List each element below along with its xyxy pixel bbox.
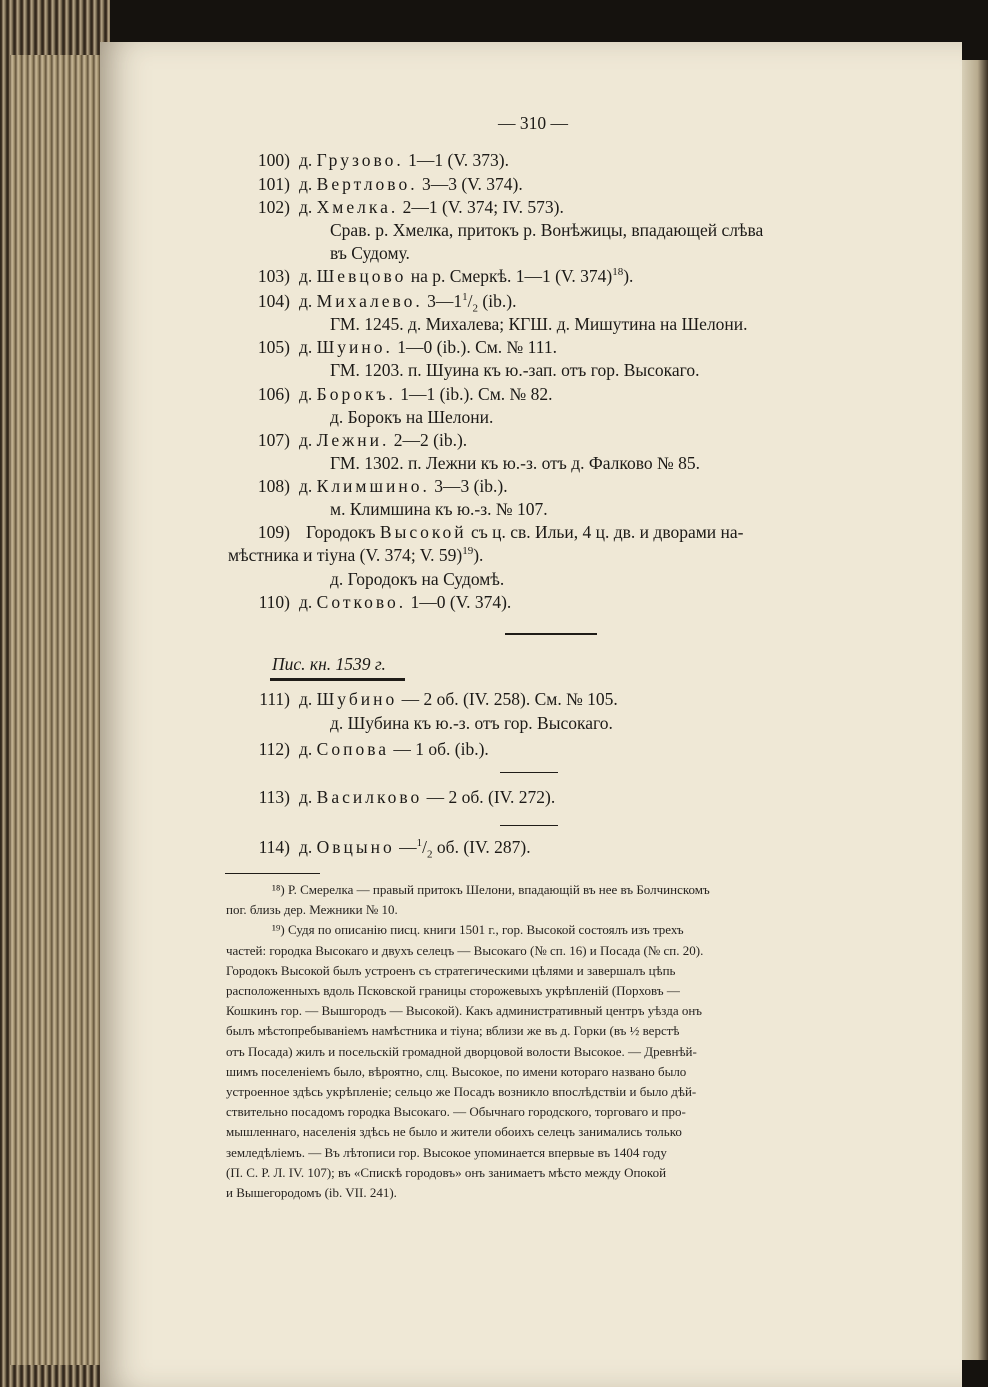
entry-line bbox=[299, 738, 489, 760]
entry-line bbox=[299, 786, 555, 808]
entry-details: 1—1 (ib.). См. № 82. bbox=[400, 384, 553, 404]
entry-number: 108) bbox=[257, 476, 290, 496]
place-name: Климшино. bbox=[316, 476, 430, 496]
entry-note: Срав. р. Хмелка, притокъ р. Вонѣжицы, впадающей слѣва bbox=[330, 220, 764, 240]
footnote-line: былъ мѣстопребываніемъ намѣстника и тіуна; вблизи же въ д. Горки (въ ½ верстѣ bbox=[226, 1023, 680, 1039]
entry-details: — 1 об. (ib.). bbox=[393, 739, 489, 759]
entry-prefix: д. bbox=[299, 174, 317, 194]
entry-line bbox=[299, 336, 557, 358]
place-name: Лежни. bbox=[316, 430, 390, 450]
entry-line bbox=[299, 591, 511, 613]
footnote-line: устроенное здѣсь укрѣпленіе; сельцо же Посадъ возникло впослѣдствіи и было дѣй- bbox=[226, 1084, 697, 1099]
footnote-line: частей: городка Высокаго и двухъ селецъ — Высокаго (№ сп. 16) и Посада (№ сп. 20). bbox=[226, 942, 704, 958]
entry-note: ГМ. 1302. п. Лежни къ ю.-з. отъ д. Фалково № 85. bbox=[330, 453, 700, 473]
entry-line: д. Михалево. $3—1^1/_2$ (ib.). bbox=[299, 291, 517, 315]
place-name: Борокъ. bbox=[316, 384, 396, 404]
footnote-line: земледѣліемъ. — Въ лѣтописи гор. Высокое упоминается впервые въ 1404 году bbox=[226, 1144, 667, 1160]
entry-details: 2—1 (V. 374; IV. 573). bbox=[402, 197, 564, 217]
place-name: Сопова bbox=[316, 739, 389, 759]
entry-note: д. Городокъ на Судомѣ. bbox=[330, 569, 505, 589]
entry-prefix: д. bbox=[299, 430, 317, 450]
entry-divider bbox=[500, 825, 558, 826]
place-name: Хмелка. bbox=[316, 197, 399, 217]
book-page-stack bbox=[10, 55, 105, 1365]
footnote-rule bbox=[225, 873, 320, 874]
entry-line bbox=[299, 196, 564, 218]
footnote-ref: 19 bbox=[462, 545, 474, 558]
entry-line bbox=[299, 688, 618, 710]
entry-line: д. Овцыно $—^1/_2$ об. (IV. 287). bbox=[299, 837, 531, 861]
section-heading: Пис. кн. 1539 г. bbox=[272, 654, 386, 674]
entry-line bbox=[299, 475, 508, 497]
entry-details: 1—0 (V. 374). bbox=[410, 592, 512, 612]
entry-prefix: д. bbox=[299, 291, 317, 311]
entry-punct: ). bbox=[473, 545, 484, 565]
entry-prefix: д. bbox=[299, 689, 317, 709]
entry-note: д. Шубина къ ю.-з. отъ гор. Высокаго. bbox=[330, 713, 613, 733]
place-name: Высокой bbox=[379, 522, 467, 542]
footnote-line: ¹⁸) Р. Смерелка — правый притокъ Шелони, впадающій въ нее въ Болчинскомъ bbox=[272, 882, 710, 897]
entry-number: 101) bbox=[257, 174, 290, 194]
entry-prefix: д. bbox=[299, 837, 317, 857]
entry-details: 3—3 (V. 374). bbox=[421, 174, 523, 194]
entry-line bbox=[299, 265, 633, 287]
entry-note: ГМ. 1245. д. Михалева; КГШ. д. Мишутина на Шелони. bbox=[330, 314, 748, 334]
entry-line bbox=[299, 173, 523, 195]
entry-number: 114) bbox=[258, 837, 290, 857]
entry-details: (ib.). bbox=[482, 291, 517, 311]
entry-details: — 2 об. (IV. 272). bbox=[426, 787, 556, 807]
entry-details: 1—1 (V. 373). bbox=[408, 150, 509, 170]
entry-prefix: д. bbox=[299, 384, 317, 404]
entry-details: — bbox=[399, 837, 417, 857]
footnote-line: расположенныхъ вдоль Псковской границы сторожевыхъ укрѣпленій (Порховъ — bbox=[226, 983, 680, 998]
place-name: Сотково. bbox=[316, 592, 407, 612]
entry-line bbox=[306, 521, 744, 543]
footnote-line: пог. близь дер. Межники № 10. bbox=[226, 902, 398, 918]
entry-prefix: д. bbox=[299, 337, 317, 357]
footnote-line: Городокъ Высокой былъ устроенъ съ стратегическими цѣлями и завершалъ цѣпь bbox=[226, 962, 676, 978]
place-name: Шевцово bbox=[316, 266, 407, 286]
entry-details: 2—2 (ib.). bbox=[393, 430, 468, 450]
place-name: Овцыно bbox=[316, 837, 395, 857]
entry-prefix: Городокъ bbox=[306, 522, 380, 542]
footnote-line: отъ Посада) жилъ и посельскій громадной дворцовой волости Высокое. — Древнѣй- bbox=[226, 1043, 697, 1059]
entry-number: 105) bbox=[257, 337, 290, 357]
entry-number: 109) bbox=[257, 522, 290, 542]
footnote-line: шимъ поселеніемъ было, вѣроятно, слц. Высокое, по имени котораго названо было bbox=[226, 1063, 687, 1079]
place-name: Василково bbox=[316, 787, 423, 807]
page-number: — 310 — bbox=[498, 113, 568, 133]
entry-details: мѣстника и тіуна (V. 374; V. 59) bbox=[228, 545, 463, 565]
place-name: Грузово. bbox=[316, 150, 404, 170]
entry-details: 3—3 (ib.). bbox=[434, 476, 508, 496]
footnote-line: ¹⁹) Судя по описанію писц. книги 1501 г., гор. Высокой состоялъ изъ трехъ bbox=[272, 922, 684, 938]
entry-punct: ). bbox=[623, 266, 634, 286]
entry-line bbox=[299, 149, 509, 171]
entry-number: 104) bbox=[257, 291, 290, 311]
entry-line bbox=[299, 429, 467, 451]
footnote-ref: 18 bbox=[612, 266, 624, 279]
entry-number: 100) bbox=[257, 150, 290, 170]
entry-details: на р. Смеркѣ. 1—1 (V. 374) bbox=[410, 266, 613, 286]
entry-details: 3—1 bbox=[427, 291, 463, 311]
entry-details: 1—0 (ib.). См. № 111. bbox=[397, 337, 557, 357]
entry-number: 113) bbox=[258, 787, 290, 807]
entry-number: 106) bbox=[257, 384, 290, 404]
place-name: Шуино. bbox=[316, 337, 393, 357]
entry-details: об. (IV. 287). bbox=[436, 837, 531, 857]
book-page-edge-right bbox=[962, 60, 988, 1360]
entry-note: д. Борокъ на Шелони. bbox=[330, 407, 494, 427]
entry-note: ГМ. 1203. п. Шуина къ ю.-зап. отъ гор. Высокаго. bbox=[330, 360, 700, 380]
fraction-denominator: 2 bbox=[427, 848, 433, 861]
entry-details: — 2 об. (IV. 258). См. № 105. bbox=[401, 689, 618, 709]
entry-number: 107) bbox=[257, 430, 290, 450]
entry-note: въ Судому. bbox=[330, 243, 410, 263]
fraction-denominator: 2 bbox=[472, 302, 479, 315]
section-divider bbox=[505, 633, 597, 635]
entry-prefix: д. bbox=[299, 266, 317, 286]
entry-number: 111) bbox=[259, 689, 290, 709]
entry-prefix: д. bbox=[299, 476, 317, 496]
fraction-numerator: 1 bbox=[416, 837, 423, 850]
footnote-line: и Вышегородомъ (ib. VII. 241). bbox=[226, 1185, 397, 1200]
entry-number: 102) bbox=[257, 197, 290, 217]
entry-number: 110) bbox=[258, 592, 290, 612]
entry-divider bbox=[500, 772, 558, 773]
footnote-line: ствительно посадомъ городка Высокаго. — Обычнаго городского, торговаго и про- bbox=[226, 1104, 686, 1120]
entry-number: 103) bbox=[257, 266, 290, 286]
entry-details: съ ц. св. Ильи, 4 ц. дв. и дворами на- bbox=[470, 522, 744, 542]
footnote-line: (П. С. Р. Л. IV. 107); въ «Спискѣ городовъ» онъ занимаетъ мѣсто между Опокой bbox=[226, 1164, 667, 1180]
entry-line bbox=[299, 383, 552, 405]
place-name: Михалево. bbox=[316, 291, 423, 311]
footnote-line: мышленнаго, населенія здѣсь не было и жители обоихъ селецъ занимались только bbox=[226, 1124, 682, 1140]
section-heading-underline bbox=[270, 678, 405, 681]
fraction-numerator: 1 bbox=[462, 291, 468, 304]
place-name: Вертлово. bbox=[316, 174, 418, 194]
entry-continuation bbox=[228, 544, 483, 566]
entry-number: 112) bbox=[258, 739, 290, 759]
entry-prefix: д. bbox=[299, 739, 317, 759]
entry-prefix: д. bbox=[299, 150, 317, 170]
entry-prefix: д. bbox=[299, 592, 317, 612]
entry-prefix: д. bbox=[299, 197, 317, 217]
footnote-line: Кошкинъ гор. — Вышгородъ — Высокой). Какъ административный центръ уѣзда онъ bbox=[226, 1003, 703, 1019]
entry-prefix: д. bbox=[299, 787, 317, 807]
entry-note: м. Климшина къ ю.-з. № 107. bbox=[330, 499, 548, 519]
place-name: Шубино bbox=[316, 689, 398, 709]
